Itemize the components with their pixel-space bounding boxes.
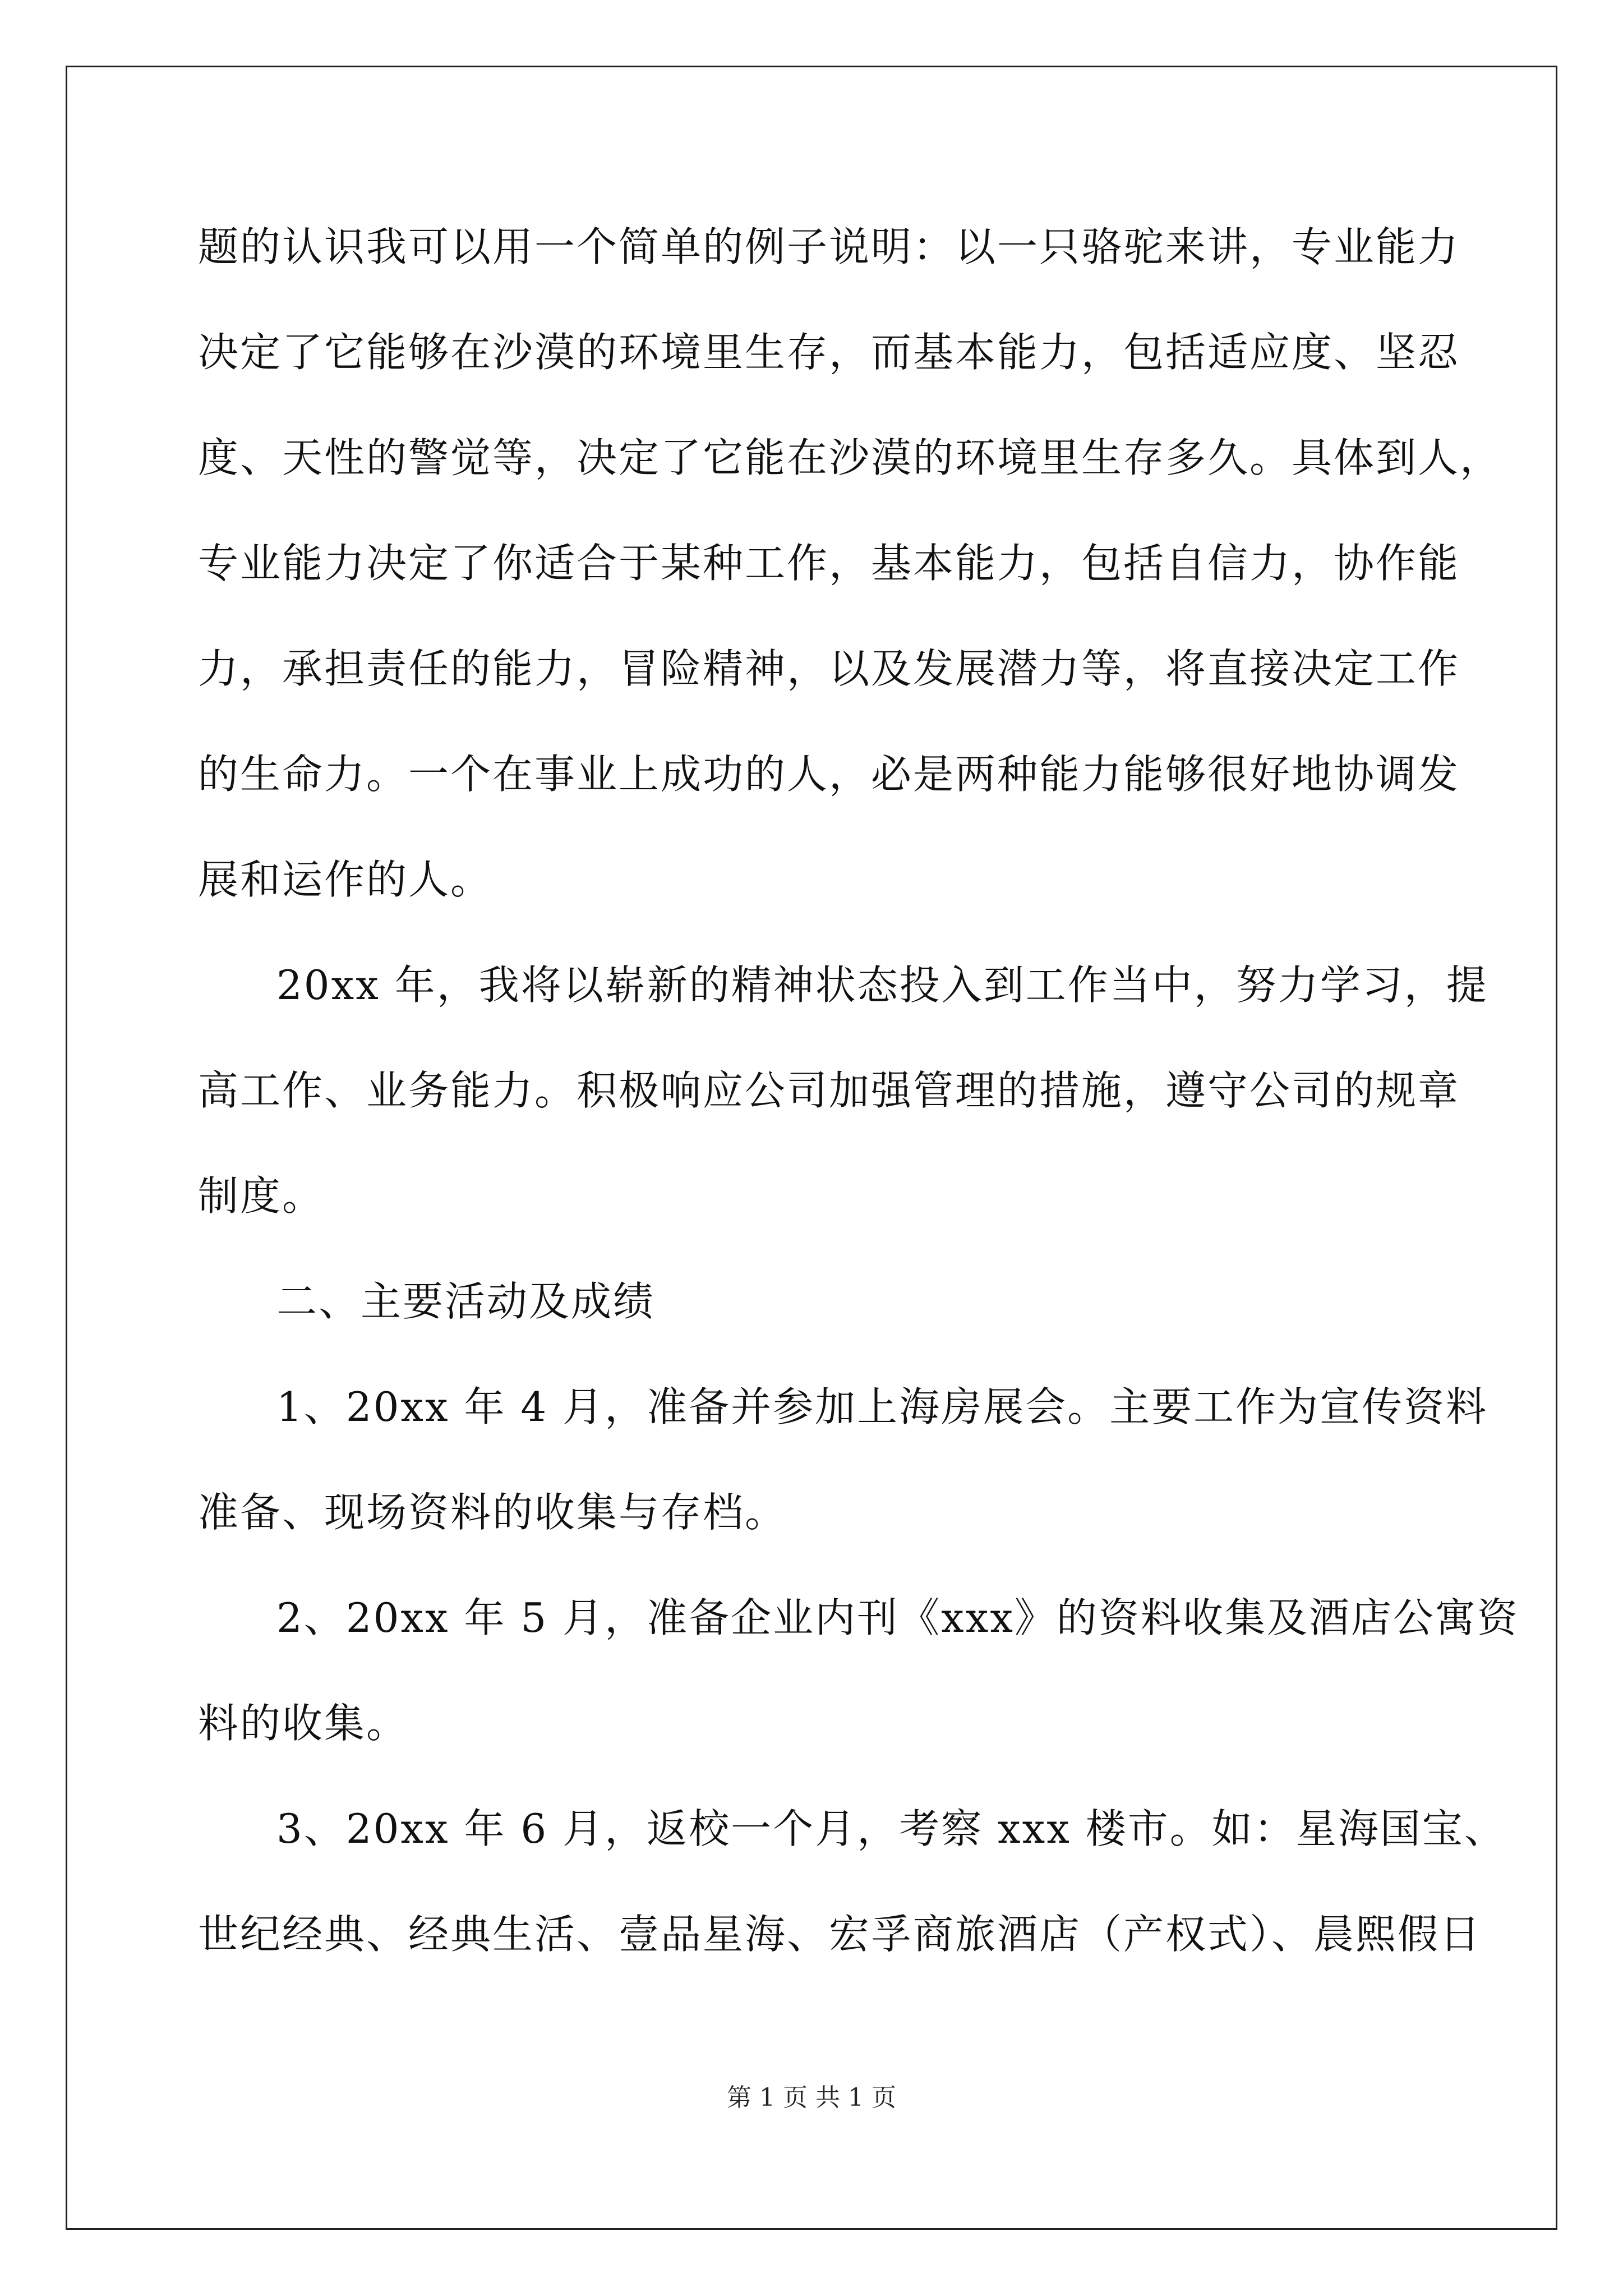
list-item-first-line: 3、20xx 年 6 月，返校一个月，考察 xxx 楼市。如：星海国宝、 — [276, 1805, 1506, 1852]
text-line: 度、天性的警觉等，决定了它能在沙漠的环境里生存多久。具体到人， — [198, 434, 1502, 481]
text-line: 准备、现场资料的收集与存档。 — [198, 1489, 787, 1536]
text-line: 的生命力。一个在事业上成功的人，必是两种能力能够很好地协调发 — [198, 751, 1460, 798]
text-line: 专业能力决定了你适合于某种工作，基本能力，包括自信力，协作能 — [198, 540, 1460, 587]
text-line: 题的认识我可以用一个简单的例子说明：以一只骆驼来讲，专业能力 — [198, 223, 1460, 270]
text-line: 世纪经典、经典生活、壹品星海、宏孚商旅酒店（产权式）、晨熙假日 — [198, 1911, 1482, 1958]
list-item-first-line: 1、20xx 年 4 月，准备并参加上海房展会。主要工作为宣传资料 — [276, 1383, 1488, 1430]
text-line: 力，承担责任的能力，冒险精神，以及发展潜力等，将直接决定工作 — [198, 645, 1460, 692]
text-line: 高工作、业务能力。积极响应公司加强管理的措施，遵守公司的规章 — [198, 1067, 1460, 1114]
list-item-first-line: 2、20xx 年 5 月，准备企业内刊《xxx》的资料收集及酒店公寓资 — [276, 1594, 1519, 1641]
section-heading: 二、主要活动及成绩 — [276, 1278, 656, 1325]
page-footer: 第 1 页 共 1 页 — [727, 2083, 896, 2112]
text-line: 制度。 — [198, 1172, 325, 1220]
paragraph-first-line: 20xx 年，我将以崭新的精神状态投入到工作当中，努力学习，提 — [276, 961, 1488, 1009]
text-line: 料的收集。 — [198, 1700, 409, 1747]
text-line: 展和运作的人。 — [198, 856, 493, 903]
text-line: 决定了它能够在沙漠的环境里生存，而基本能力，包括适应度、坚忍 — [198, 329, 1460, 376]
